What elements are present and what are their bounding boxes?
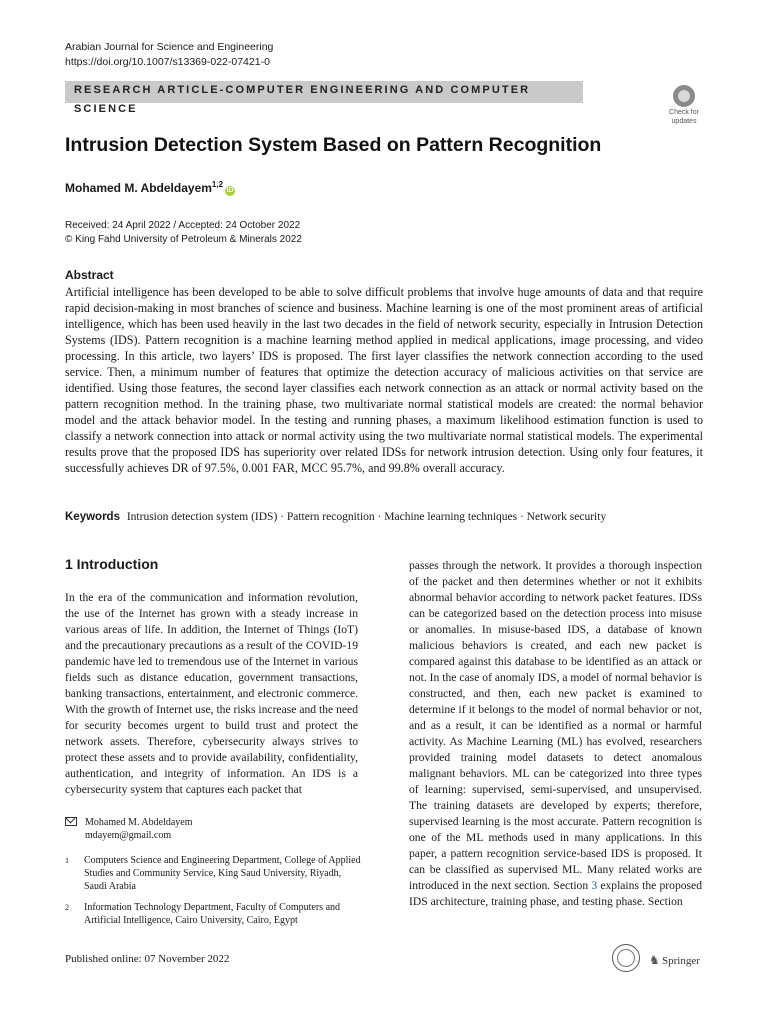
category-label: RESEARCH ARTICLE-COMPUTER ENGINEERING AND COMPUTER SCIENCE — [74, 84, 531, 115]
keywords-text: Intrusion detection system (IDS) · Pattern recognition · Machine learning techniques · Network security — [126, 511, 607, 523]
author-name[interactable]: Mohamed M. Abdeldayem — [65, 181, 212, 195]
contact-name: Mohamed M. Abdeldayem — [85, 817, 193, 828]
doi-link[interactable]: https://doi.org/10.1007/s13369-022-07421-0 — [65, 56, 270, 68]
society-seal-icon — [612, 944, 640, 972]
affiliation-2-text: Information Technology Department, Faculty of Computers and Artificial Intelligence, Cairo University, Cairo, Egypt — [84, 902, 341, 926]
intro-column-2-text-b: explains the proposed IDS architecture, training phase, and testing phase. Section — [409, 879, 702, 908]
contact-email[interactable]: mdayem@gmail.com — [85, 830, 172, 841]
journal-name: Arabian Journal for Science and Engineering — [65, 41, 274, 53]
copyright-line: © King Fahd University of Petroleum & Minerals 2022 — [65, 234, 302, 245]
keywords-label: Keywords — [65, 511, 120, 523]
section-heading-introduction: 1 Introduction — [65, 556, 159, 572]
corresponding-author — [65, 816, 192, 842]
affiliation-2 — [65, 901, 365, 927]
check-updates-label-1: Check for — [669, 109, 699, 116]
section-3-link[interactable]: 3 — [591, 879, 598, 892]
intro-column-2-text-a: passes through the network. It provides a thorough inspection of the packet and then determines whether or not it exhibits abnormal behavior according to network packet features. IDSs can be categorized based on the detection process into misuse or anomalies. In misuse-based IDS, a database of known malicious behaviors is created, and each new packet is compared against this database to be identified as an attack or not. In the case of anomaly IDS, a model of normal behavior is constructed, and then, each new packet is examined to determine if it belongs to the model of normal behavior or not, and as a result, it can be identified as a normal or harmful activity. As Machine Learning (ML) has evolved, researchers provided training model datasets to detect anomalous malignant behaviors. ML can be categorized into three types of learning: supervised, semi-supervised, and unsupervised. The training datasets are developed by experts; therefore, supervised learning is the most accurate. Pattern recognition is one of the ML methods used in many applications. In this paper, a pattern recognition service-based IDS is proposed. It can be classified as supervised ML. Many related works are introduced in the next section. Section — [409, 559, 702, 892]
affiliation-1-number: 1 — [65, 856, 69, 865]
intro-column-2 — [409, 558, 702, 910]
affiliation-1-text: Computers Science and Engineering Department, College of Applied Studies and Community Service, King Saud University, Riyadh, Saudi Arabia — [84, 855, 361, 892]
publisher-name: Springer — [662, 955, 700, 967]
check-updates-label-2: updates — [671, 118, 697, 125]
category-banner — [65, 81, 583, 115]
article-dates — [65, 219, 302, 247]
orcid-icon[interactable]: iD — [226, 187, 234, 194]
check-updates-icon — [673, 85, 695, 107]
intro-column-1: In the era of the communication and information revolution, the use of the Internet has grown with a steady increase in various areas of life. In addition, the Internet of Things (IoT) and the precautionary precautions as a result of the COVID-19 pandemic have led to tremendous use of the Internet in various fields such as distance education, government transactions, banking transactions, entertainment, and electronic commerce. With the growth of Internet use, the risks increase and the need for security becomes urgent to build trust and protect the network assets. Therefore, cybersecurity always strives to protect these assets and to provide availability, confidentiality, authentication, and integrity of information. An IDS is a cybersecurity system that captures each packet that — [65, 591, 358, 796]
envelope-icon — [65, 817, 77, 826]
journal-header — [65, 40, 273, 70]
received-accepted-dates: Received: 24 April 2022 / Accepted: 24 October 2022 — [65, 220, 301, 231]
article-title: Intrusion Detection System Based on Pattern Recognition — [65, 134, 602, 156]
author-line — [65, 180, 235, 196]
abstract-heading: Abstract — [65, 268, 114, 282]
check-for-updates-button[interactable] — [664, 85, 704, 125]
abstract-text: Artificial intelligence has been developed to be able to solve difficult problems that involve huge amounts of data and that require rapid decision-making in most branches of science and business. Machine learning is one of the most prominent areas of artificial intelligence, which has been used heavily in the last two decades in the field of network security, especially in Intrusion Detection Systems (IDS). Pattern recognition is a machine learning method applied in medical applications, image processing, and video processing. In this article, two layers’ IDS is proposed. The first layer classifies the network connection according to the used service. Then, a minimum number of features that optimize the detection accuracy of malicious activities on that service are identified. Using those features, the second layer classifies each network connection as an attack or normal activity based on the pattern recognition method. In the training phase, two multivariate normal statistical models are created: the normal behavior model and the attack behavior model. In the testing and running phases, a maximum likelihood estimation function is used to classify a network connection into attack or normal activity using the two multivariate normal statistical models. The experimental results prove that the proposed IDS has superiority over related IDSs for network intrusion detection. Using only four features, it successfully achieves DR of 97.5%, 0.001 FAR, MCC 95.7%, and 99.8% overall accuracy. — [65, 285, 703, 475]
published-online: Published online: 07 November 2022 — [65, 953, 230, 965]
affiliation-2-number: 2 — [65, 903, 69, 912]
springer-horse-icon: ♞ — [649, 953, 660, 967]
author-affiliation-marks: 1,2 — [211, 180, 224, 189]
keywords — [65, 511, 725, 523]
affiliation-1 — [65, 854, 365, 893]
